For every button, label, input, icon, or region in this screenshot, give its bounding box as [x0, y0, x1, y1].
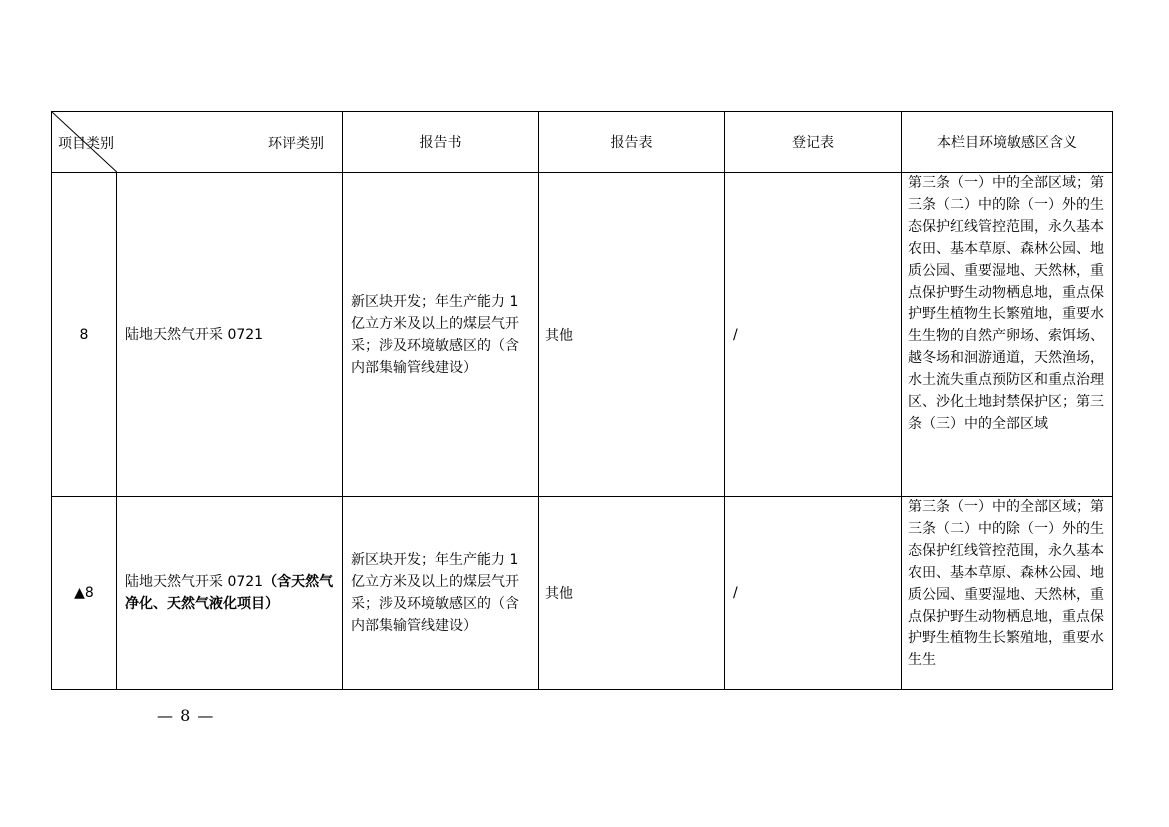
table-header-row	[52, 112, 1113, 173]
row-number: 8	[52, 173, 117, 497]
sensitive-area-text: 第三条（一）中的全部区域；第三条（二）中的除（一）外的生态保护红线管控范围，永久基本农田、基本草原、森林公园、地质公园、重要湿地、天然林，重点保护野生动物栖息地，重点保护野生植物生长繁殖地，重要水生生	[908, 499, 1104, 669]
project-name	[117, 173, 343, 497]
registration-form-header: 登记表	[725, 112, 902, 173]
project-name-text: 陆地天然气开采 0721	[125, 574, 264, 590]
eia-category-label: 环评类别	[268, 136, 324, 152]
table-row	[52, 173, 1113, 497]
report-form-header: 报告表	[539, 112, 725, 173]
table-row	[52, 497, 1113, 690]
sensitive-area-header: 本栏目环境敏感区含义	[902, 112, 1113, 173]
sensitive-area-cell	[902, 173, 1113, 497]
report-book-header: 报告书	[343, 112, 539, 173]
page-number: — 8 —	[157, 706, 215, 725]
project-name-text: 陆地天然气开采 0721	[125, 326, 264, 343]
report-book-cell: 新区块开发；年生产能力 1 亿立方米及以上的煤层气开采；涉及环境敏感区的（含内部集输管线建设）	[343, 497, 539, 690]
registration-form-cell: /	[725, 497, 902, 690]
registration-form-cell: /	[725, 173, 902, 497]
report-book-cell: 新区块开发；年生产能力 1 亿立方米及以上的煤层气开采；涉及环境敏感区的（含内部集输管线建设）	[343, 173, 539, 497]
sensitive-area-cell	[902, 497, 1113, 690]
diagonal-header-cell	[52, 112, 343, 173]
report-form-cell: 其他	[539, 173, 725, 497]
project-name-bold: （含天然气净化、天然气液化项目）	[125, 574, 334, 612]
sensitive-area-text: 第三条（一）中的全部区域；第三条（二）中的除（一）外的生态保护红线管控范围，永久基本农田、基本草原、森林公园、地质公园、重要湿地、天然林，重点保护野生动物栖息地，重点保护野生植物生长繁殖地，重要水生生物的自然产卵场、索饵场、越冬场和洄游通道，天然渔场，水土流失重点预防区和重点治理区、沙化土地封禁保护区；第三条（三）中的全部区域	[908, 175, 1104, 432]
report-form-cell: 其他	[539, 497, 725, 690]
project-category-label: 项目类别	[58, 136, 114, 152]
project-name	[117, 497, 343, 690]
row-number: ▲8	[52, 497, 117, 690]
eia-classification-table	[51, 111, 1113, 690]
